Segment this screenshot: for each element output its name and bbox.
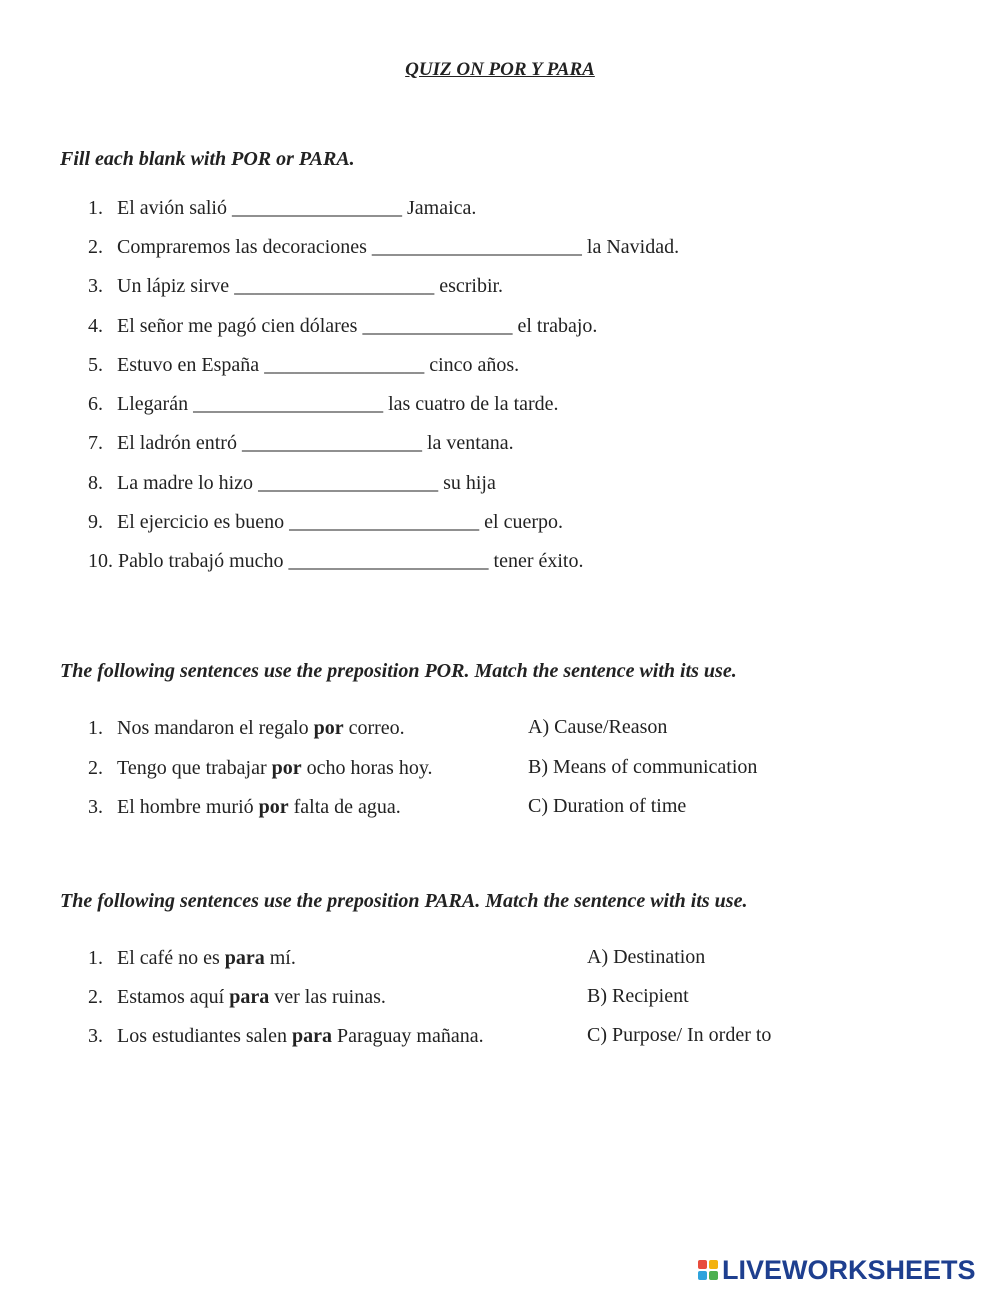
item-number: 1. <box>88 717 103 739</box>
item-number: 2. <box>88 986 103 1008</box>
item-text-after: la Navidad. <box>586 236 680 258</box>
match-option[interactable]: C) Duration of time <box>528 795 687 817</box>
answer-blank[interactable]: __________________ <box>258 472 439 494</box>
item-text-before: Nos mandaron el regalo <box>117 717 309 739</box>
item-text-before: El avión salió <box>117 197 227 219</box>
answer-blank[interactable]: _____________________ <box>371 236 582 258</box>
item-text-before: Un lápiz sirve <box>117 275 230 297</box>
logo-square-blue <box>698 1271 707 1280</box>
answer-blank[interactable]: _______________ <box>362 315 513 337</box>
item-text-before: Estuvo en España <box>117 354 260 376</box>
item-text-before: El hombre murió <box>117 796 254 818</box>
item-text-after: escribir. <box>439 275 504 297</box>
answer-blank[interactable]: ____________________ <box>288 550 489 572</box>
preposition-bold: para <box>224 947 265 969</box>
answer-blank[interactable]: ___________________ <box>289 511 480 533</box>
item-text-after: la ventana. <box>426 432 514 454</box>
item-text-after: falta de agua. <box>293 796 401 818</box>
match-option[interactable]: A) Cause/Reason <box>528 716 668 738</box>
preposition-bold: por <box>258 796 289 818</box>
item-text-after: el cuerpo. <box>484 511 564 533</box>
item-number: 3. <box>88 275 103 297</box>
logo-grid-icon <box>698 1260 718 1280</box>
item-text-before: El señor me pagó cien dólares <box>117 315 358 337</box>
section1-heading: Fill each blank with POR or PARA. <box>60 148 355 170</box>
item-number: 3. <box>88 1025 103 1047</box>
item-text-after: mí. <box>269 947 296 969</box>
item-text-after: tener éxito. <box>493 550 584 572</box>
answer-blank[interactable]: ________________ <box>264 354 425 376</box>
item-text-before: Llegarán <box>117 393 189 415</box>
preposition-bold: para <box>229 986 270 1008</box>
item-number: 3. <box>88 796 103 818</box>
item-number: 7. <box>88 432 103 454</box>
item-text-before: El ladrón entró <box>117 432 237 454</box>
item-text-after: cinco años. <box>429 354 520 376</box>
match-option[interactable]: B) Recipient <box>587 985 689 1007</box>
item-number: 2. <box>88 236 103 258</box>
item-text-after: correo. <box>348 717 405 739</box>
item-text-before: El café no es <box>117 947 220 969</box>
item-number: 8. <box>88 472 103 494</box>
item-text-before: La madre lo hizo <box>117 472 254 494</box>
item-number: 5. <box>88 354 103 376</box>
quiz-title: QUIZ ON POR Y PARA <box>405 59 595 80</box>
logo-square-green <box>709 1271 718 1280</box>
item-number: 4. <box>88 315 103 337</box>
logo-text: LIVEWORKSHEETS <box>722 1254 976 1285</box>
item-text-after: las cuatro de la tarde. <box>388 393 559 415</box>
item-number: 1. <box>88 947 103 969</box>
item-number: 10. <box>88 550 113 572</box>
item-text-before: Los estudiantes salen <box>117 1025 287 1047</box>
item-text-after: su hija <box>443 472 496 494</box>
item-text-after: Jamaica. <box>406 197 477 219</box>
section3-heading: The following sentences use the preposition PARA. Match the sentence with its use. <box>60 890 748 912</box>
item-text-before: El ejercicio es bueno <box>117 511 285 533</box>
preposition-bold: para <box>291 1025 332 1047</box>
preposition-bold: por <box>313 717 344 739</box>
section2-heading: The following sentences use the preposition POR. Match the sentence with its use. <box>60 660 737 682</box>
item-text-after: Paraguay mañana. <box>336 1025 484 1047</box>
liveworksheets-logo <box>698 1255 976 1285</box>
item-number: 9. <box>88 511 103 533</box>
item-text-before: Estamos aquí <box>117 986 225 1008</box>
answer-blank[interactable]: ___________________ <box>193 393 384 415</box>
item-text-after: ocho horas hoy. <box>306 757 433 779</box>
list-item <box>88 549 584 573</box>
item-number: 6. <box>88 393 103 415</box>
answer-blank[interactable]: ____________________ <box>234 275 435 297</box>
item-text-after: el trabajo. <box>517 315 598 337</box>
answer-blank[interactable]: __________________ <box>241 432 422 454</box>
match-option[interactable]: B) Means of communication <box>528 756 758 778</box>
item-text-before: Pablo trabajó mucho <box>118 550 284 572</box>
item-text-before: Tengo que trabajar <box>117 757 267 779</box>
answer-blank[interactable]: _________________ <box>231 197 402 219</box>
match-option[interactable]: C) Purpose/ In order to <box>587 1024 772 1046</box>
item-number: 1. <box>88 197 103 219</box>
item-number: 2. <box>88 757 103 779</box>
preposition-bold: por <box>271 757 302 779</box>
match-option[interactable]: A) Destination <box>587 946 706 968</box>
logo-square-yellow <box>709 1260 718 1269</box>
logo-square-red <box>698 1260 707 1269</box>
item-text-before: Compraremos las decoraciones <box>117 236 367 258</box>
item-text-after: ver las ruinas. <box>274 986 386 1008</box>
